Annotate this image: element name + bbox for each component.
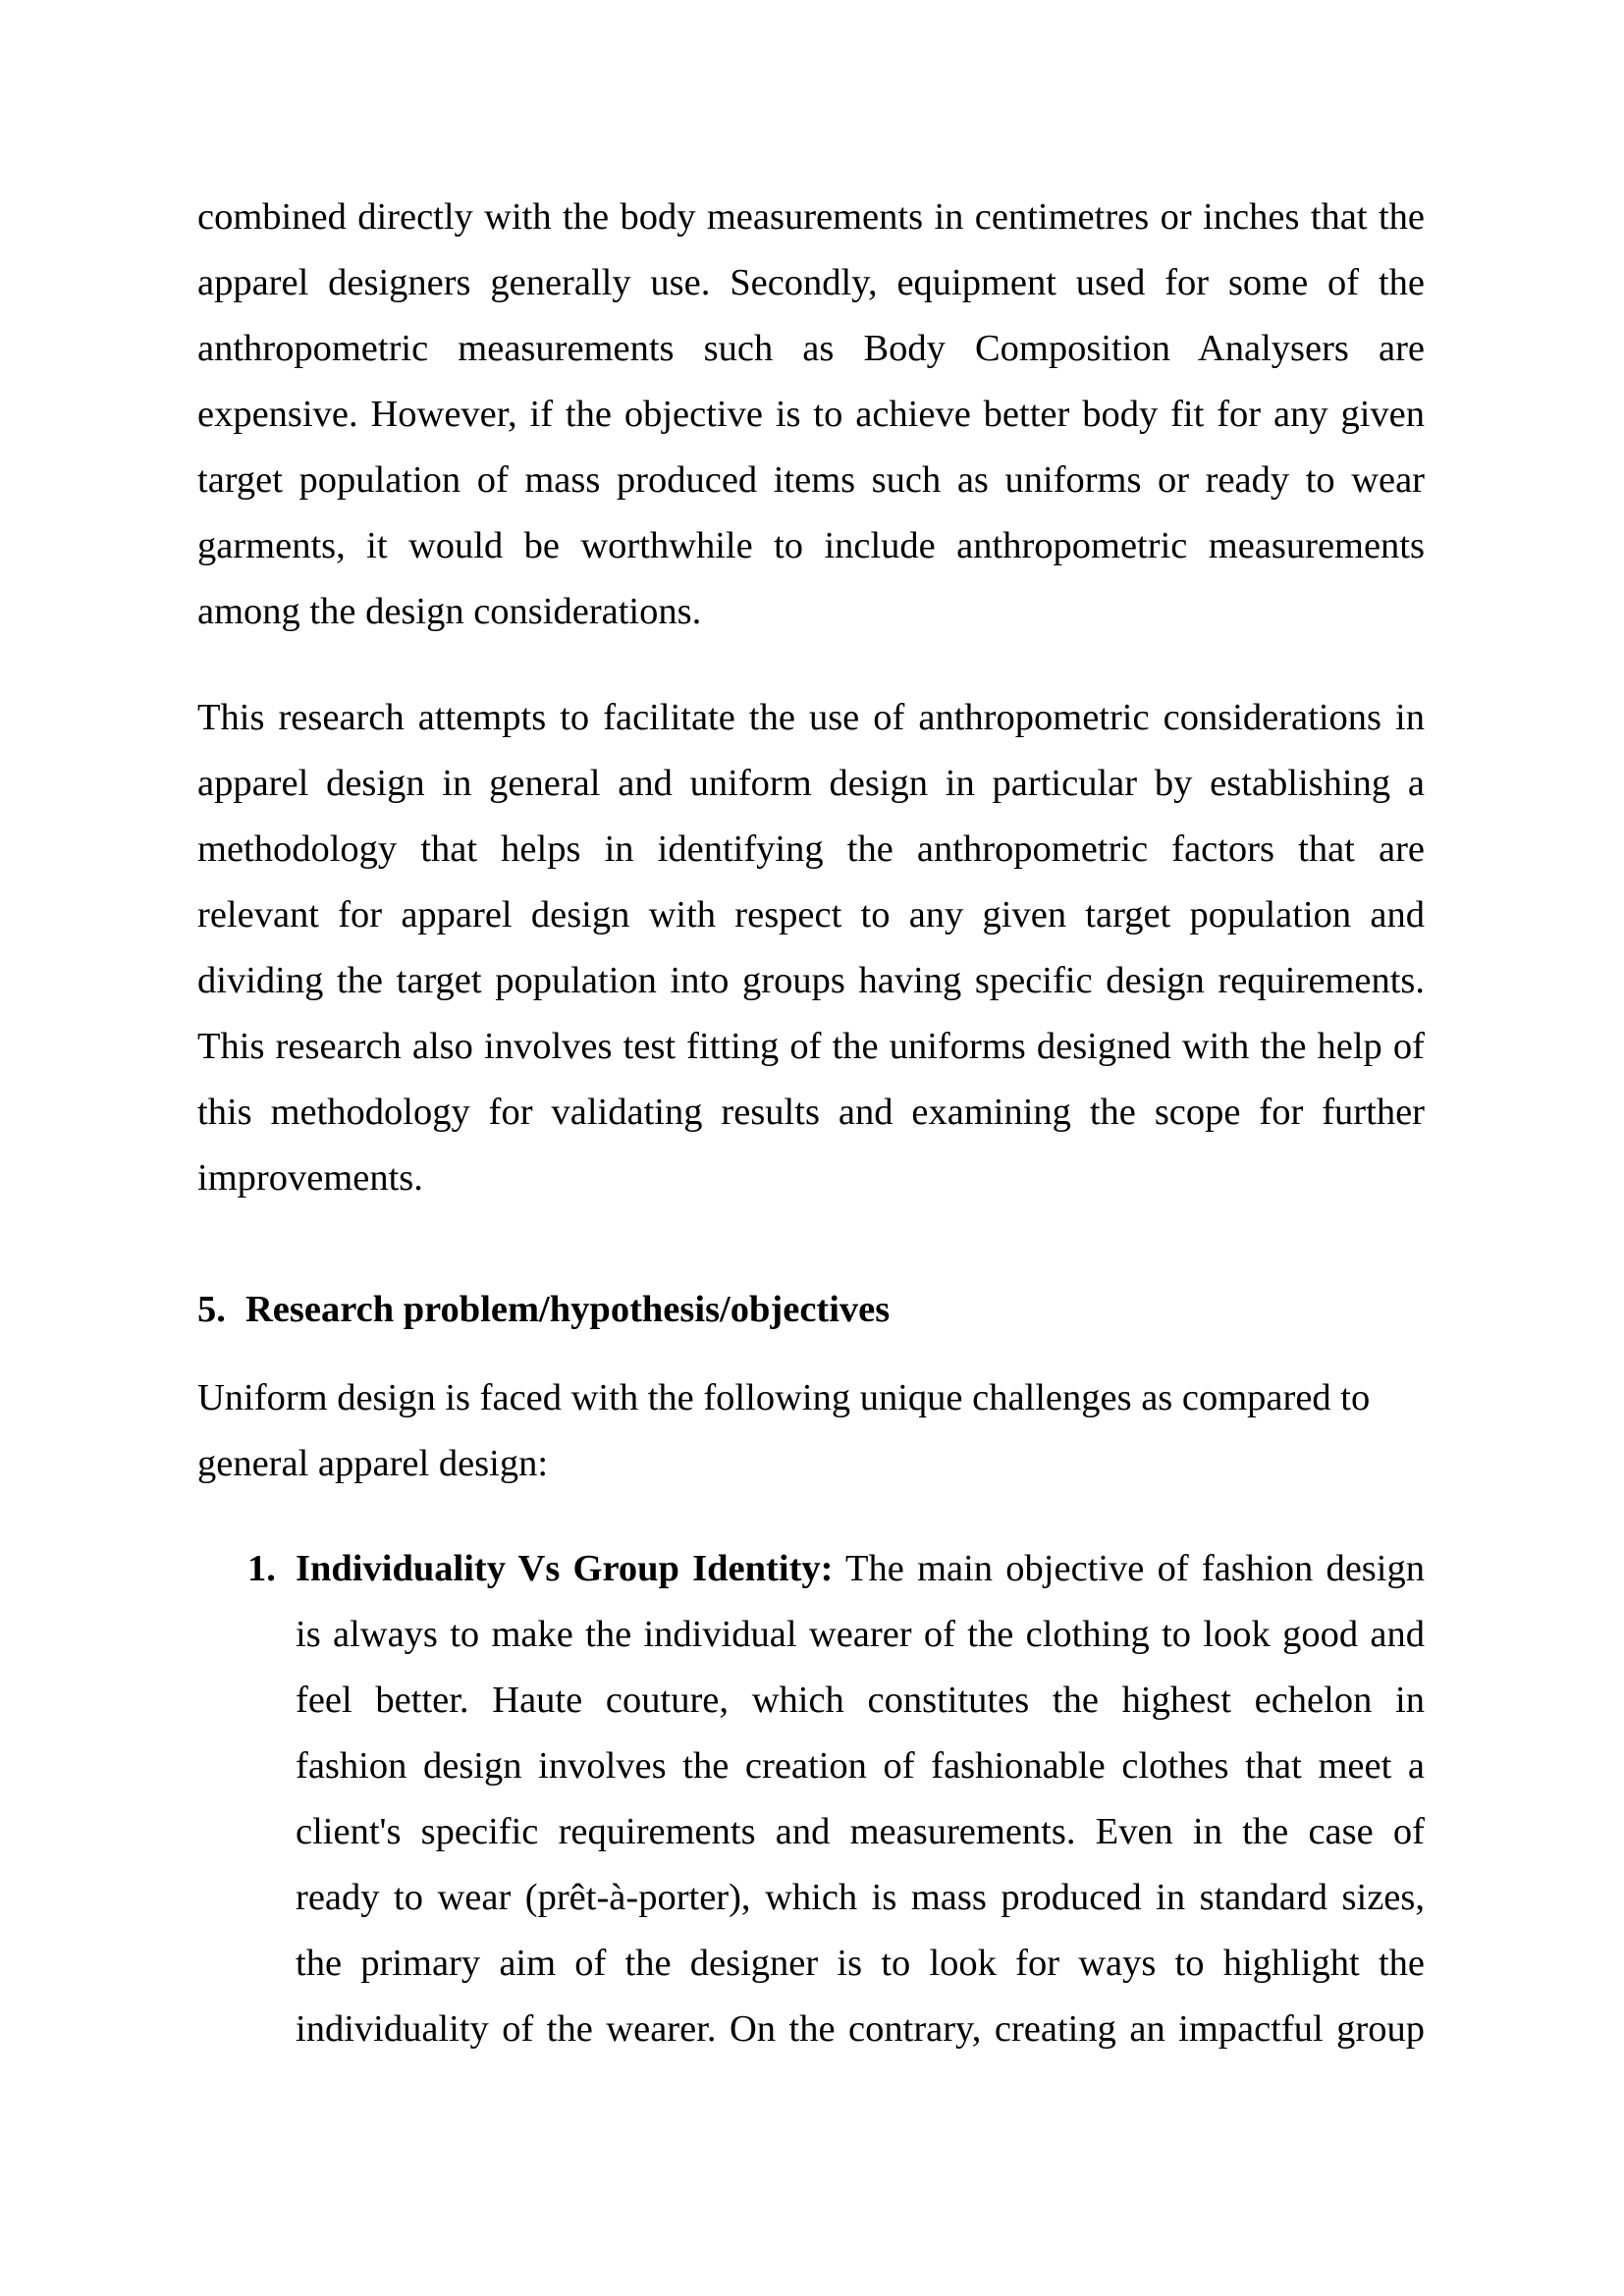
- text-line: combined directly with the body measurements in centimetres or inches that the: [197, 196, 1425, 238]
- text-line: methodology that helps in identifying the anthropometric factors that are: [197, 828, 1425, 870]
- text-line: general apparel design:: [197, 1443, 549, 1484]
- text-line: client's specific requirements and measurements. Even in the case of: [296, 1811, 1425, 1852]
- text-line: target population of mass produced items such as uniforms or ready to wear: [197, 459, 1425, 501]
- text-line: apparel designers generally use. Secondly, equipment used for some of the: [197, 262, 1425, 303]
- section-number: 5.: [197, 1289, 226, 1330]
- text-line: individuality of the wearer. On the contrary, creating an impactful group: [296, 2008, 1425, 2050]
- section-title: Research problem/hypothesis/objectives: [245, 1289, 891, 1330]
- list-item-first-line: [296, 1536, 1425, 1602]
- text-line: ready to wear (prêt-à-porter), which is mass produced in standard sizes,: [296, 1877, 1425, 1918]
- text-line: improvements.: [197, 1157, 423, 1199]
- text-line: relevant for apparel design with respect to any given target population and: [197, 894, 1425, 935]
- text-line: This research attempts to facilitate the use of anthropometric considerations in: [197, 697, 1425, 738]
- text-line: dividing the target population into groups having specific design requirements.: [197, 960, 1425, 1001]
- text-line: garments, it would be worthwhile to include anthropometric measurements: [197, 525, 1425, 566]
- text-line: expensive. However, if the objective is to achieve better body fit for any given: [197, 394, 1425, 435]
- list-item-text: The main objective of fashion design: [845, 1548, 1425, 1589]
- section-heading: [197, 1277, 890, 1343]
- text-line: Uniform design is faced with the following unique challenges as compared to: [197, 1377, 1371, 1418]
- text-line: is always to make the individual wearer of the clothing to look good and: [296, 1614, 1425, 1655]
- text-line: apparel design in general and uniform design in particular by establishing a: [197, 763, 1425, 804]
- text-line: fashion design involves the creation of fashionable clothes that meet a: [296, 1745, 1425, 1787]
- text-line: anthropometric measurements such as Body Composition Analysers are: [197, 328, 1425, 369]
- text-line: feel better. Haute couture, which constitutes the highest echelon in: [296, 1680, 1425, 1721]
- list-item-term: Individuality Vs Group Identity:: [296, 1548, 834, 1589]
- text-line: among the design considerations.: [197, 591, 702, 632]
- list-item-number: 1.: [247, 1548, 276, 1589]
- text-line: this methodology for validating results and examining the scope for further: [197, 1092, 1425, 1133]
- text-line: the primary aim of the designer is to look for ways to highlight the: [296, 1943, 1425, 1984]
- text-line: This research also involves test fitting of the uniforms designed with the help of: [197, 1026, 1425, 1067]
